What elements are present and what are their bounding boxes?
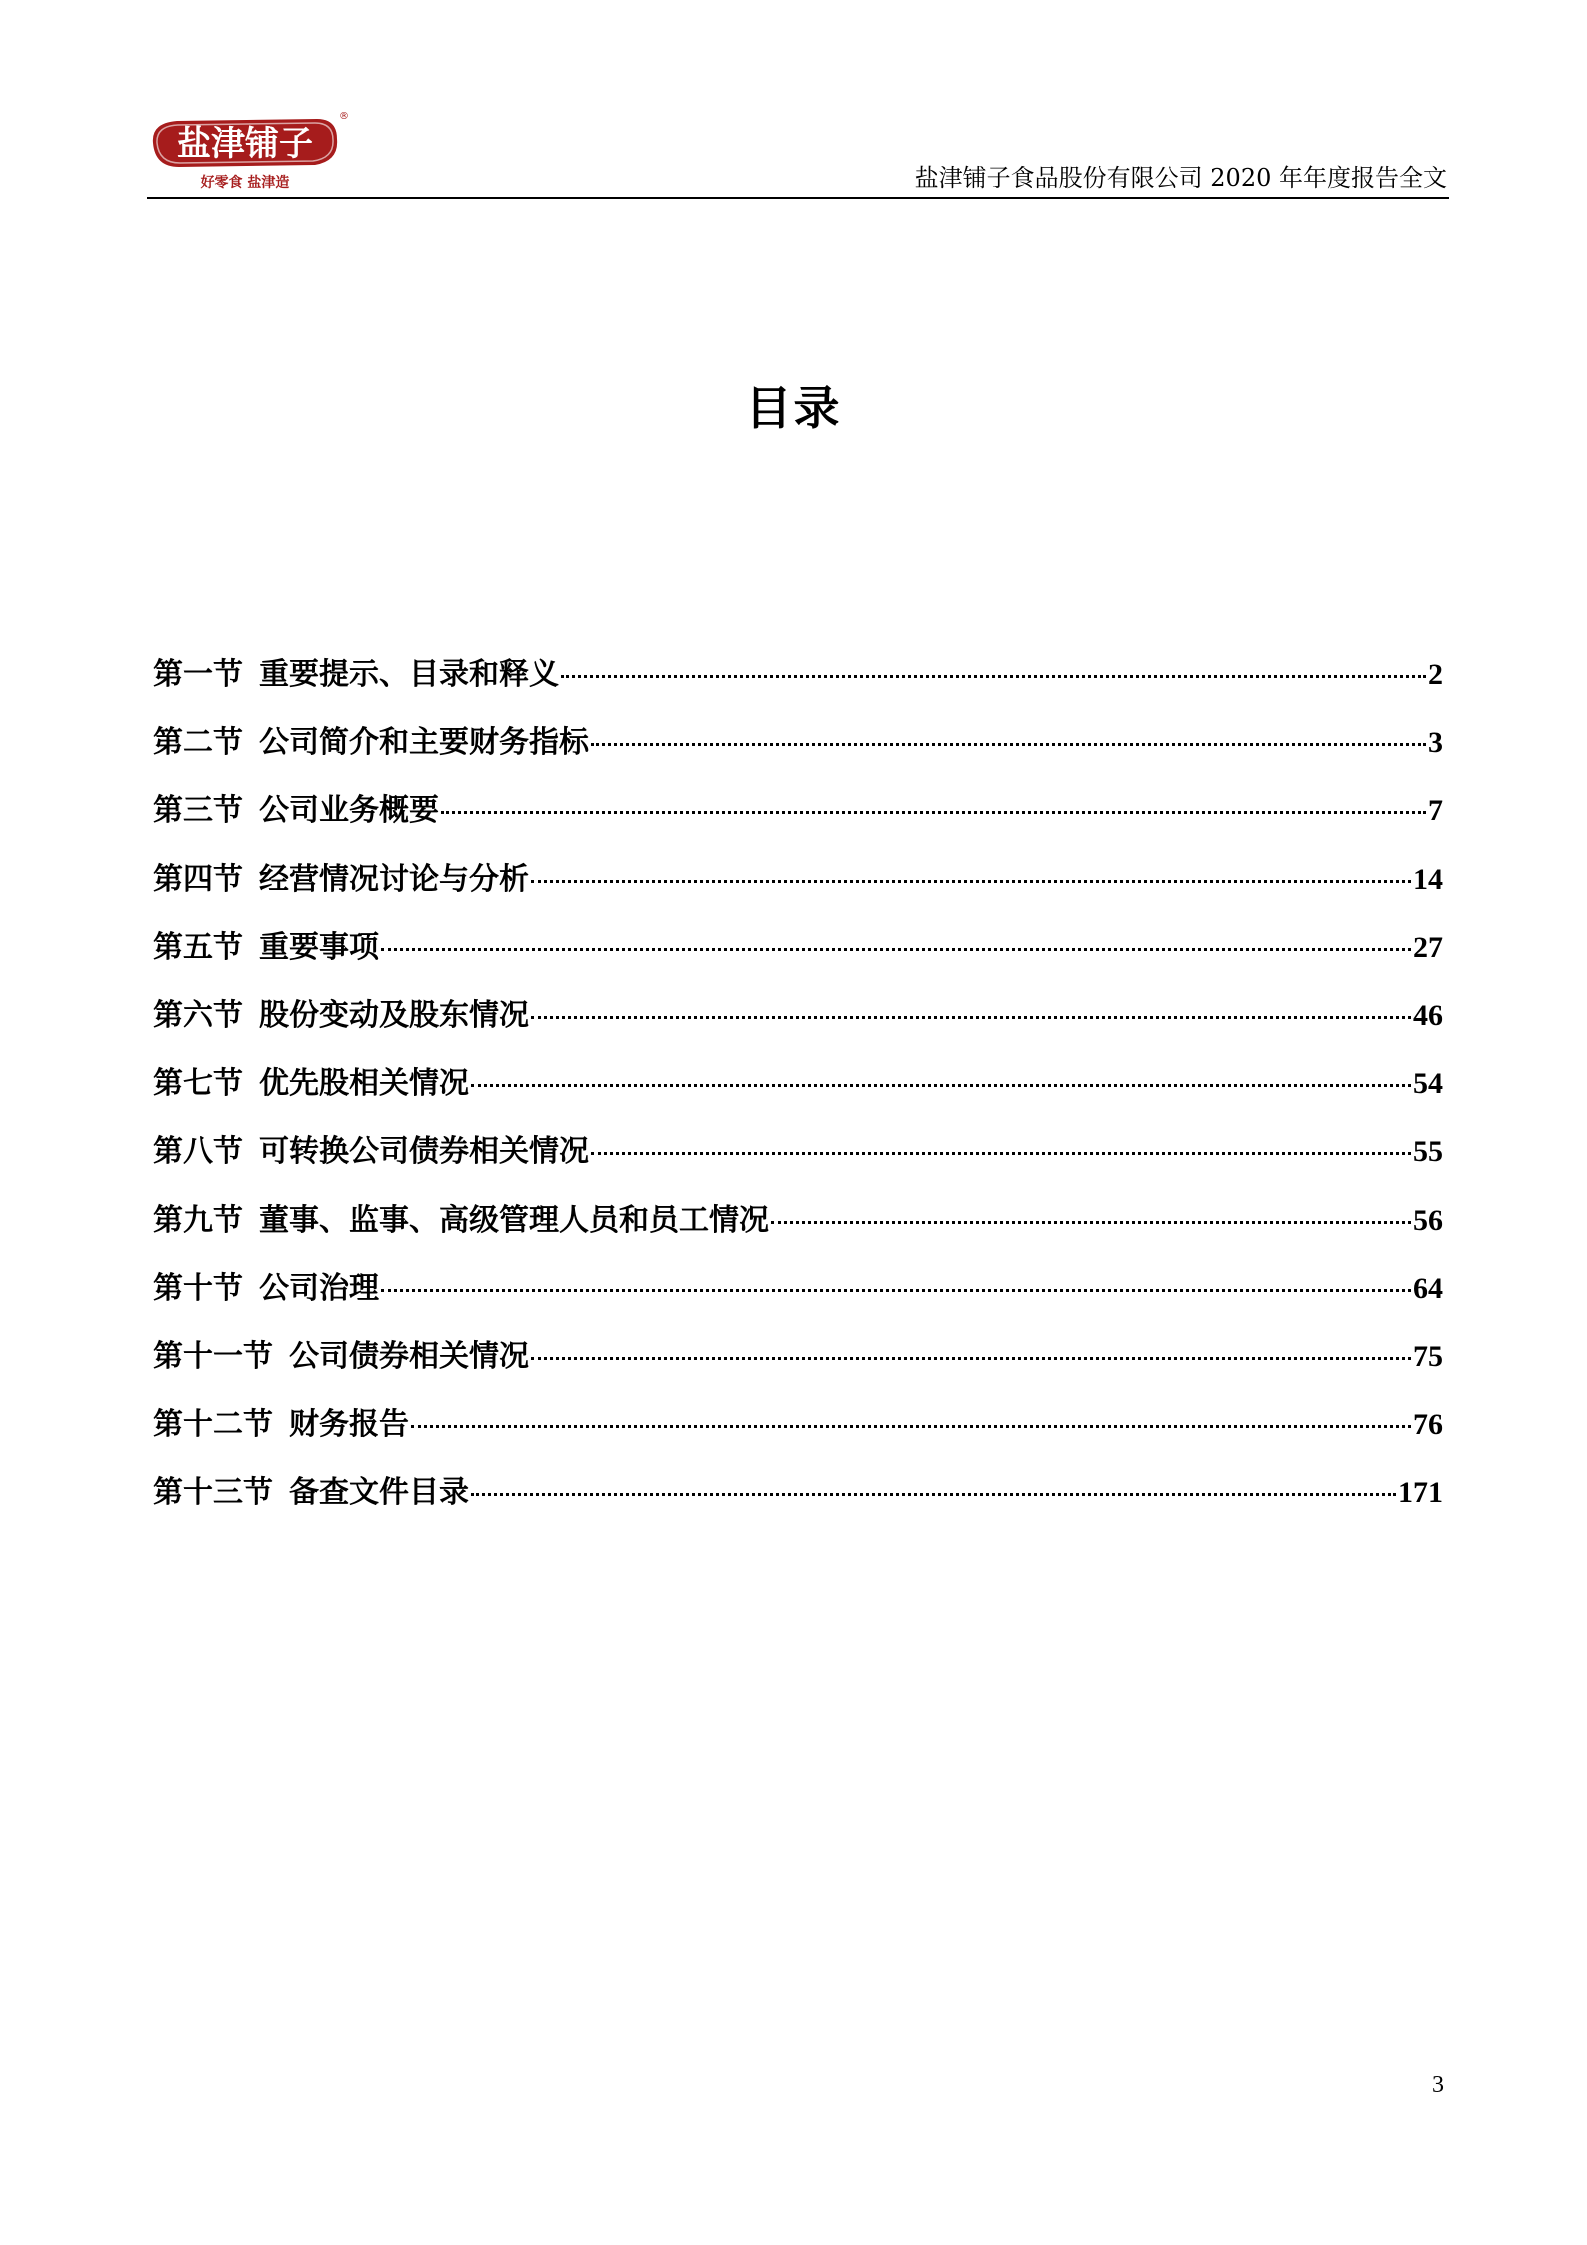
toc-heading: 目录 (745, 381, 842, 435)
logo-brand-text: 盐津铺子 (177, 124, 313, 164)
toc-entry-section: 第三节 (153, 793, 243, 829)
toc-entry[interactable] (153, 723, 1443, 791)
company-logo (147, 105, 347, 193)
toc-entry-title: 经营情况讨论与分析 (259, 861, 529, 897)
toc-dot-leader (471, 1493, 1396, 1496)
toc-dot-leader (411, 1425, 1411, 1428)
toc-entry[interactable] (153, 1405, 1443, 1473)
toc-entry-page: 27 (1413, 930, 1443, 964)
toc-dot-leader (441, 811, 1426, 814)
toc-entry-title: 优先股相关情况 (259, 1066, 469, 1102)
toc-dot-leader (531, 1357, 1411, 1360)
table-of-contents (153, 655, 1443, 1541)
toc-entry[interactable] (153, 996, 1443, 1064)
logo-graphic (147, 105, 347, 193)
toc-dot-leader (591, 1152, 1411, 1155)
toc-entry-page: 14 (1413, 862, 1443, 896)
toc-entry-page: 75 (1413, 1339, 1443, 1373)
page-number: 3 (1432, 2072, 1444, 2098)
toc-entry-title: 公司治理 (259, 1270, 379, 1306)
toc-entry-title: 可转换公司债券相关情况 (259, 1134, 589, 1170)
toc-entry-title: 董事、监事、高级管理人员和员工情况 (259, 1202, 769, 1238)
toc-dot-leader (531, 880, 1411, 883)
toc-entry-page: 54 (1413, 1067, 1443, 1101)
toc-entry-page: 55 (1413, 1135, 1443, 1169)
toc-entry[interactable] (153, 1064, 1443, 1132)
toc-entry-page: 2 (1428, 658, 1443, 691)
toc-entry-title: 股份变动及股东情况 (259, 997, 529, 1033)
toc-entry-page: 56 (1413, 1203, 1443, 1237)
toc-entry[interactable] (153, 1473, 1443, 1541)
toc-entry-title: 重要事项 (259, 929, 379, 965)
toc-entry-section: 第十节 (153, 1270, 243, 1306)
toc-entry-section: 第四节 (153, 861, 243, 897)
toc-entry-page: 64 (1413, 1271, 1443, 1305)
page-header (147, 105, 1449, 199)
toc-entry-title: 财务报告 (289, 1407, 409, 1443)
toc-entry[interactable] (153, 791, 1443, 859)
toc-entry-page: 3 (1428, 726, 1443, 760)
toc-entry-section: 第八节 (153, 1134, 243, 1170)
toc-entry-section: 第二节 (153, 725, 243, 761)
toc-entry-title: 公司债券相关情况 (289, 1338, 529, 1374)
toc-entry-page: 46 (1413, 998, 1443, 1032)
toc-entry[interactable] (153, 1201, 1443, 1269)
toc-entry[interactable] (153, 655, 1443, 723)
toc-entry-section: 第十一节 (153, 1338, 273, 1374)
toc-entry-title: 公司简介和主要财务指标 (259, 725, 589, 761)
toc-dot-leader (381, 1289, 1411, 1292)
toc-dot-leader (471, 1084, 1411, 1087)
toc-entry-section: 第七节 (153, 1066, 243, 1102)
toc-entry-section: 第九节 (153, 1202, 243, 1238)
toc-dot-leader (591, 743, 1426, 746)
toc-dot-leader (531, 1016, 1411, 1019)
report-title: 盐津铺子食品股份有限公司 2020 年年度报告全文 (914, 164, 1447, 192)
registered-mark: ® (339, 111, 349, 122)
toc-dot-leader (381, 948, 1411, 951)
toc-entry[interactable] (153, 860, 1443, 928)
logo-slogan: 好零食 盐津造 (200, 175, 290, 191)
toc-entry-section: 第六节 (153, 997, 243, 1033)
toc-entry-section: 第十二节 (153, 1407, 273, 1443)
toc-entry[interactable] (153, 928, 1443, 996)
toc-dot-leader (771, 1221, 1411, 1224)
toc-entry-page: 76 (1413, 1408, 1443, 1442)
toc-entry-title: 公司业务概要 (259, 793, 439, 829)
toc-dot-leader (561, 675, 1426, 678)
toc-entry[interactable] (153, 1337, 1443, 1405)
toc-entry[interactable] (153, 1269, 1443, 1337)
toc-entry-section: 第五节 (153, 929, 243, 965)
toc-entry-title: 备查文件目录 (289, 1475, 469, 1511)
toc-entry-section: 第一节 (153, 657, 243, 692)
toc-entry[interactable] (153, 1132, 1443, 1200)
toc-entry-page: 7 (1428, 794, 1443, 828)
toc-entry-section: 第十三节 (153, 1475, 273, 1511)
toc-entry-page: 171 (1398, 1476, 1443, 1510)
toc-entry-title: 重要提示、目录和释义 (259, 657, 559, 692)
